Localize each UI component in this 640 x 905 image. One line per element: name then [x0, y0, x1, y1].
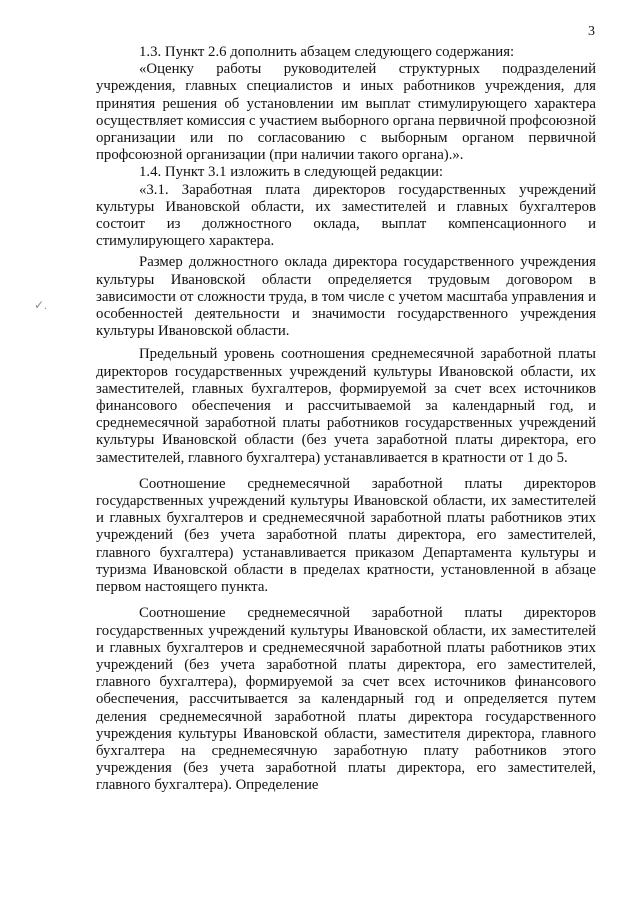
paragraph-clause-3-1: «3.1. Заработная плата директоров государственных учреждений культуры Ивановской области, их заместителей и главных бухгалтеров состоит из должностного оклада, выплат компенсационного и стимулирующего характера. — [96, 181, 596, 250]
document-body — [96, 44, 596, 795]
paragraph-ratio-calculation: Соотношение среднемесячной заработной платы директоров государственных учреждений культуры Ивановской области, их заместителей и главных бухгалтеров и среднемесячной заработной платы работников этих учреждений (без учета заработной платы директора, его заместителей, главного бухгалтера), формируемой за счет всех источников финансового обеспечения, рассчитывается за календарный год и определяется путем деления среднемесячной заработной платы директора государственного учреждения культуры Ивановской области, заместителя директора, главного бухгалтера на среднемесячную заработную плату работников этого учреждения (без учета заработной платы директора, его заместителей, главного бухгалтера). Определение — [96, 605, 596, 794]
paragraph-item-1-3: 1.3. Пункт 2.6 дополнить абзацем следующего содержания: — [139, 44, 515, 60]
page-number: 3 — [588, 24, 595, 39]
margin-mark: ✓. — [34, 298, 48, 312]
paragraph-quote-assessment: «Оценку работы руководителей структурных подразделений учреждения, главных специалистов и иных работников учреждения, для принятия решения об установлении им выплат стимулирующего характера осуществляет комиссия с участием выборного органа первичной профсоюзной организации или по согласованию с выборным органом первичной профсоюзной организации (при наличии такого органа).». — [96, 61, 596, 164]
paragraph-salary-size: Размер должностного оклада директора государственного учреждения культуры Ивановской области определяется трудовым договором в зависимости от сложности труда, в том числе с учетом масштаба управления и особенностей деятельности и значимости государственного учреждения культуры Ивановской области. — [96, 254, 596, 340]
paragraph-max-ratio: Предельный уровень соотношения среднемесячной заработной платы директоров государственных учреждений культуры Ивановской области, их заместителей, главных бухгалтеров, формируемой за счет всех источников финансового обеспечения и рассчитываемой за календарный год, и среднемесячной заработной платы работников государственных учреждений культуры Ивановской области (без учета заработной платы директора, его заместителей, главного бухгалтера) устанавливается в кратности от 1 до 5. — [96, 346, 596, 466]
paragraph-ratio-order: Соотношение среднемесячной заработной платы директоров государственных учреждений культуры Ивановской области, их заместителей и главных бухгалтеров и среднемесячной заработной платы работников этих учреждений (без учета заработной платы директора, его заместителей, главного бухгалтера) устанавливается приказом Департамента культуры и туризма Ивановской области в пределах кратности, установленной в абзаце первом настоящего пункта. — [96, 475, 596, 596]
paragraph-item-1-4: 1.4. Пункт 3.1 изложить в следующей редакции: — [139, 164, 443, 181]
